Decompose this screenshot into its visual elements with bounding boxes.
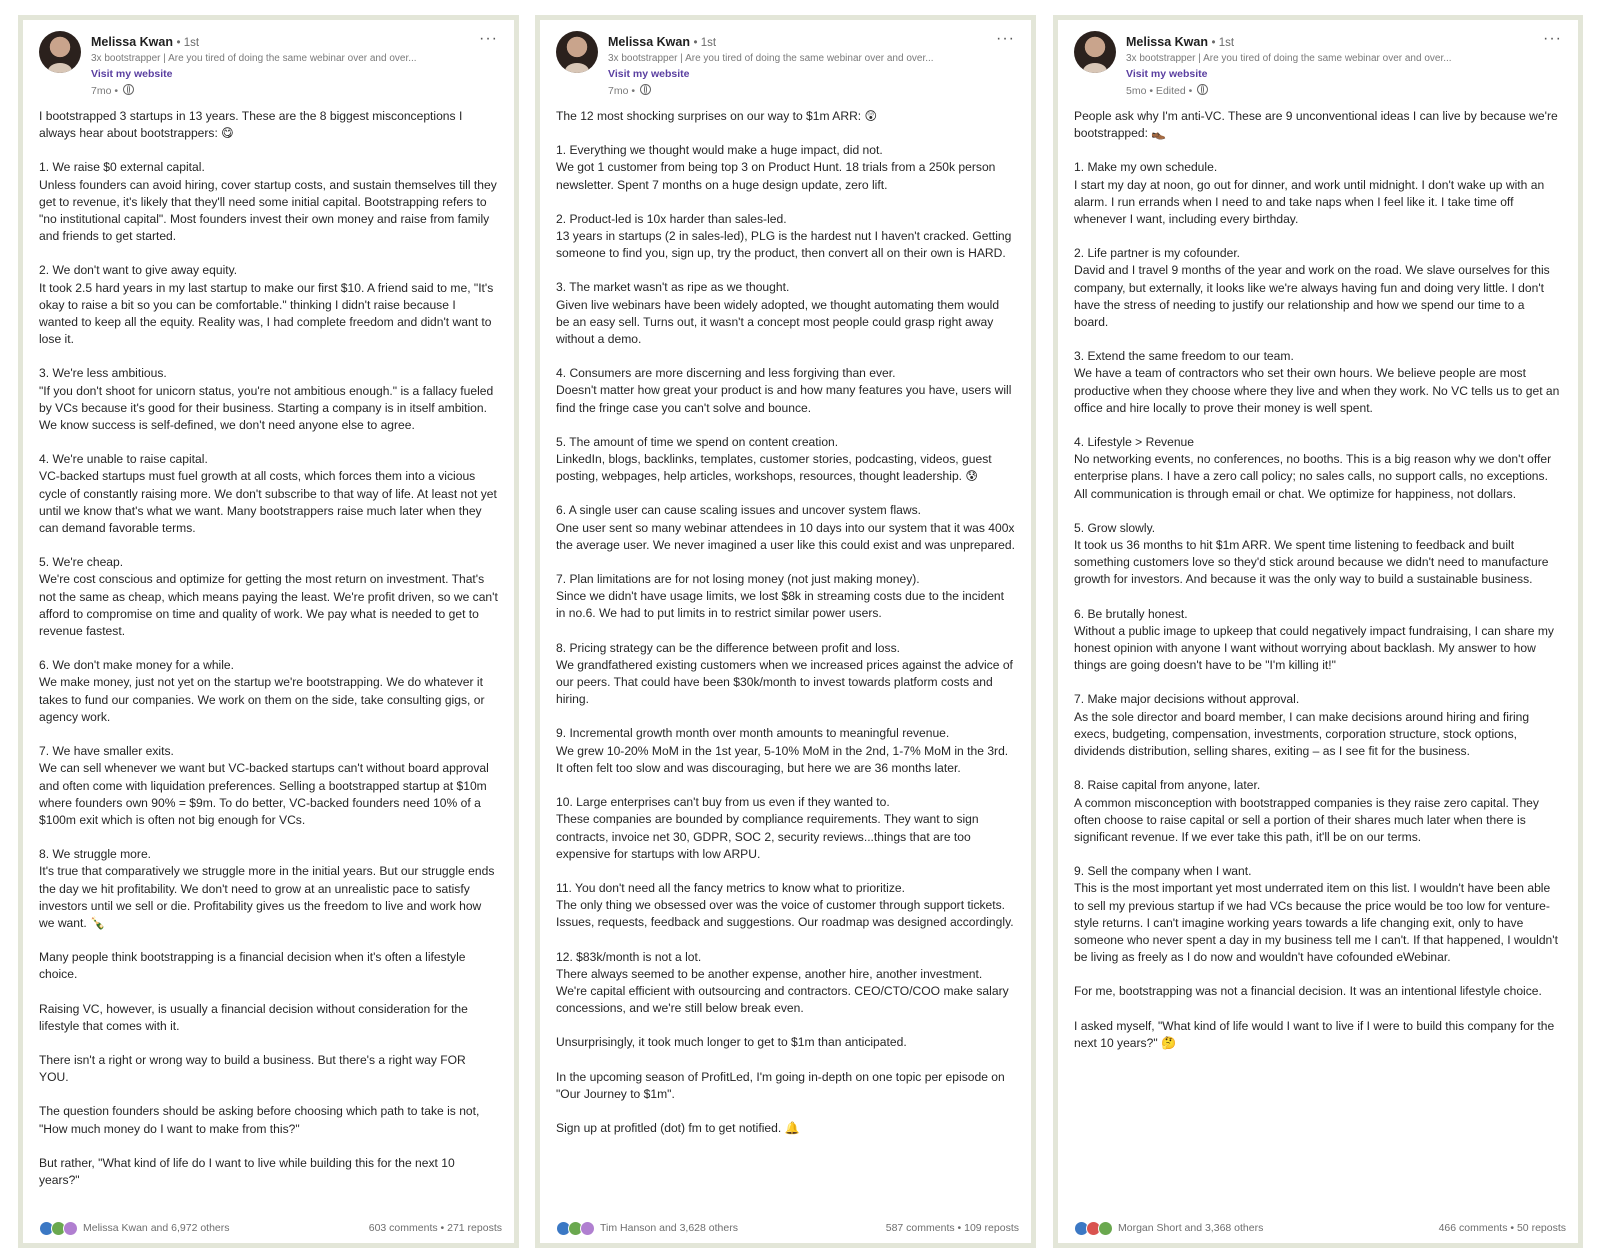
item-text: These companies are bounded by compliance requirements. They want to sign contracts, invoice net 30, GDPR, SOC 2, security reviews...things that are too expensive for startups with low ARPU. [556,812,979,861]
paragraph: But rather, "What kind of life do I want to live while building this for the next 10 years?" [39,1155,455,1187]
list-item [556,640,1015,709]
item-text: We can sell whenever we want but VC-backed startups can't without board approval and often come with liquidation preferences. Selling a bootstrapped startup at $10m where founders own 90% = $9m. To do better, VC-backed founders need 10% of a $100m exit which is often not big enough for VCs. [39,761,489,827]
list-item [556,794,1015,863]
paragraph: I asked myself, "What kind of life would I want to live if I were to build this company for the next 10 years?" 🤔 [1074,1018,1555,1050]
list-item [1074,777,1562,846]
reactions-count[interactable]: Tim Hanson and 3,628 others [600,1222,738,1234]
celebrate-reaction-icon [1098,1221,1113,1236]
author-line [608,35,716,49]
item-text: "If you don't shoot for unicorn status, you're not ambitious enough." is a fallacy fueled by VCs because it's good for their business. Starting a company is in itself ambition. We know success is self-defined, we don't need anyone else to agree. [39,383,494,433]
engagement-stats[interactable]: 587 comments • 109 reposts [885,1222,1019,1234]
list-item [39,657,498,726]
item-title: 8. We struggle more. [39,847,152,862]
list-item [1074,245,1562,331]
list-item [1074,863,1562,966]
list-item [1074,691,1562,760]
linkedin-post [535,15,1036,1248]
item-title: 4. We're unable to raise capital. [39,452,208,467]
item-title: 9. Sell the company when I want. [1074,864,1252,879]
item-text: As the sole director and board member, I can make decisions around hiring and firing execs, budgeting, compensation, investments, corporation structure, stock options, dividends distribution, selling shares, exiting – as I see fit for the business. [1074,709,1530,759]
list-item [556,571,1015,623]
list-item [556,502,1015,554]
item-title: 5. We're cheap. [39,555,124,570]
post-intro: I bootstrapped 3 startups in 13 years. These are the 8 biggest misconceptions I always hear about bootstrappers: 😋 [39,109,463,141]
item-title: 1. Make my own schedule. [1074,160,1218,175]
list-item [39,743,498,829]
item-title: 3. We're less ambitious. [39,366,167,381]
globe-icon [640,84,651,95]
item-title: 5. Grow slowly. [1074,520,1156,535]
list-item [556,725,1015,777]
post-time-text: 7mo • [608,85,636,97]
list-item [556,949,1015,1018]
item-title: 8. Pricing strategy can be the difference between profit and loss. [556,640,900,655]
list-item [1074,348,1562,417]
item-text: Given live webinars have been widely adopted, we thought automating them would be an easy sell. Turns out, it wasn't a concept most people could grasp right away without a demo. [556,297,1000,347]
post-time [1126,84,1208,97]
connection-degree: • 1st [176,37,200,49]
reactions[interactable] [556,1221,738,1236]
post-header [1058,20,1578,108]
list-item [556,365,1015,417]
list-item [556,211,1015,263]
author-line [1126,35,1234,49]
item-title: 11. You don't need all the fancy metrics to know what to prioritize. [556,880,905,895]
item-title: 6. A single user can cause scaling issues and uncover system flaws. [556,503,922,518]
list-item [1074,606,1562,675]
item-text: VC-backed startups must fuel growth at all costs, which forces them into a vicious cycle of constantly raising more. We don't subscribe to that way of life. At least not yet until we know that's what we want. Many bootstrappers raise much later when they can demand favorable terms. [39,469,497,536]
reactions[interactable] [1074,1221,1263,1236]
paragraph: The question founders should be asking before choosing which path to take is not, "How much money do I want to make from this?" [39,1104,480,1136]
list-item [39,451,498,537]
post-footer [39,1219,502,1237]
item-text: I start my day at noon, go out for dinner, and work until midnight. I don't wake up with an alarm. I run errands when I need to and take naps when I feel like it. I take time off whenever I want, including every birthday. [1074,177,1545,227]
item-title: 7. Plan limitations are for not losing money (not just making money). [556,572,920,587]
post-body [23,108,514,1189]
list-item [556,880,1015,932]
reactions-count[interactable]: Melissa Kwan and 6,972 others [83,1222,230,1234]
more-options-icon[interactable]: ··· [479,30,498,47]
post-time-text: 7mo • [91,85,119,97]
item-text: There always seemed to be another expense, another hire, another investment. We're capital efficient with outsourcing and contractors. CEO/CTO/COO make salary concessions, and we're still below break even. [556,966,1009,1016]
item-text: Doesn't matter how great your product is and how many features you have, users will find the fringe case you can't solve and bounce. [556,383,1012,415]
list-item [39,554,498,640]
paragraph: In the upcoming season of ProfitLed, I'm going in-depth on one topic per episode on "Our Journey to $1m". [556,1069,1005,1101]
author-line [91,35,199,49]
linkedin-post [18,15,519,1248]
item-title: 4. Lifestyle > Revenue [1074,435,1195,450]
list-item [39,846,498,932]
item-text: LinkedIn, blogs, backlinks, templates, customer stories, podcasting, videos, guest posting, webpages, help articles, workshops, resources, thought leadership. 😰 [556,452,992,484]
paragraph: Many people think bootstrapping is a financial decision when it's often a lifestyle choice. [39,950,466,982]
item-text: David and I travel 9 months of the year and work on the road. We slave ourselves for this company, but externally, it looks like we're always having fun and doing very little. I don't have the stress of needing to justify our relationship and how we spend our time to a board. [1074,263,1550,330]
list-item [39,262,498,348]
item-text: Without a public image to upkeep that could negatively impact fundraising, I can share my honest opinion with anyone I want without worrying about backlash. My answer to how things are going doesn't have to be "I'm killing it!" [1074,623,1554,673]
list-item [39,159,498,245]
connection-degree: • 1st [1211,37,1235,49]
closing-paragraph [39,1103,498,1137]
closing-paragraph [556,1034,1015,1051]
support-reaction-icon [63,1221,78,1236]
item-text: Since we didn't have usage limits, we lost $8k in streaming costs due to the incident in no.6. We had to put limits in to restrict similar power users. [556,589,1005,621]
item-text: It took us 36 months to hit $1m ARR. We spent time listening to feedback and built something customers love so they'd stick around because we didn't need to manufacture growth for investors. And because it was the only way to build a sustainable business. [1074,538,1549,587]
closing-paragraph [39,1001,498,1035]
closing-paragraph [39,1155,498,1189]
item-title: 10. Large enterprises can't buy from us even if they wanted to. [556,795,890,810]
list-item [556,142,1015,194]
item-title: 12. $83k/month is not a lot. [556,949,702,964]
item-text: Unless founders can avoid hiring, cover startup costs, and sustain themselves till they get to revenue, it's likely that they'll need some initial capital. Bootstrapping refers to "no institutional capital". Most founders invest their own money and raise from family and friends to get started. [39,177,497,244]
avatar[interactable] [1074,31,1116,73]
item-text: We make money, just not yet on the startup we're bootstrapping. We do whatever it takes to fund our companies. We work on them on the side, take consulting gigs, or agency work. [39,675,485,724]
post-time-text: 5mo • Edited • [1126,85,1193,97]
closing-paragraph [1074,983,1562,1000]
reactions[interactable] [39,1221,230,1236]
item-text: The only thing we obsessed over was the voice of customer through support tickets. Issues, requests, feedback and suggestions. Our roadmap was designed accordingly. [556,898,1014,930]
paragraph: For me, bootstrapping was not a financial decision. It was an intentional lifestyle choice. [1074,984,1542,999]
item-text: A common misconception with bootstrapped companies is they raise zero capital. They often choose to raise capital or sell a portion of their shares much later when there is significant revenue. If we ever take this path, it'll be on our terms. [1074,795,1539,844]
item-title: 8. Raise capital from anyone, later. [1074,778,1261,793]
author-name[interactable]: Melissa Kwan [608,35,690,49]
item-text: This is the most important yet most underrated item on this list. I wouldn't have been able to sell my previous startup if we had VCs because the price would be too low for venture-style returns. I can't imagine working years towards a life changing exit, only to have someone who never spent a day in my business tell me I can't. If that happened, I wouldn't be living as freely as I do now and wouldn't have cofounded eWebinar. [1074,881,1558,965]
post-body [1058,108,1578,1052]
list-item [1074,434,1562,503]
globe-icon [123,84,134,95]
item-text: We got 1 customer from being top 3 on Product Hunt. 18 trials from a 250k person newsletter. Spent 7 months on a huge design update, zero lift. [556,160,996,192]
item-text: We're cost conscious and optimize for getting the most return on investment. That's not the same as cheap, which means paying the least. We're profit driven, so we can't afford to compromise on time and quality of work. We pay what is needed to get to revenue fastest. [39,572,498,639]
post-time [608,84,651,97]
reactions-count[interactable]: Morgan Short and 3,368 others [1118,1222,1264,1234]
post-footer [1074,1219,1566,1237]
item-title: 2. Product-led is 10x harder than sales-led. [556,211,787,226]
author-name[interactable]: Melissa Kwan [1126,35,1208,49]
item-text: 13 years in startups (2 in sales-led), PLG is the hardest nut I haven't cracked. Getting someone to find you, sign up, try the product, then convert all on their own is HARD. [556,229,1012,261]
author-headline: 3x bootstrapper | Are you tired of doing the same webinar over and over... [1126,53,1452,64]
paragraph: There isn't a right or wrong way to build a business. But there's a right way FOR YOU. [39,1052,466,1085]
post-intro: The 12 most shocking surprises on our way to $1m ARR: 😲 [556,109,878,123]
closing-paragraph [1074,1018,1562,1052]
item-title: 4. Consumers are more discerning and less forgiving than ever. [556,366,896,381]
avatar[interactable] [556,31,598,73]
item-title: 3. Extend the same freedom to our team. [1074,349,1294,364]
paragraph: Sign up at profitled (dot) fm to get notified. 🔔 [556,1120,800,1135]
item-title: 6. Be brutally honest. [1074,606,1188,621]
item-title: 7. We have smaller exits. [39,744,174,759]
paragraph: Unsurprisingly, it took much longer to get to $1m than anticipated. [556,1035,907,1050]
item-text: We grandfathered existing customers when we increased prices against the advice of our peers. That could have been $30k/month to invest towards platform costs and hiring. [556,657,1013,707]
list-item [39,365,498,434]
post-intro: People ask why I'm anti-VC. These are 9 unconventional ideas I can live by because we're bootstrapped: 👞 [1074,109,1558,141]
author-name[interactable]: Melissa Kwan [91,35,173,49]
closing-paragraph [39,1052,498,1086]
list-item [1074,520,1562,589]
list-item [1074,159,1562,228]
closing-paragraph [556,1120,1015,1137]
item-title: 3. The market wasn't as ripe as we thought. [556,280,790,295]
post-header [23,20,514,108]
paragraph: Raising VC, however, is usually a financial decision without consideration for the lifestyle that comes with it. [39,1001,468,1033]
item-title: 2. Life partner is my cofounder. [1074,246,1241,261]
avatar[interactable] [39,31,81,73]
item-text: One user sent so many webinar attendees in 10 days into our system that it was 400x the average user. We never imagined a user like this could exist and was unprepared. [556,520,1015,552]
item-text: We grew 10-20% MoM in the 1st year, 5-10% MoM in the 2nd, 1-7% MoM in the 3rd. It often felt too slow and was discouraging, but here we are 36 months later. [556,743,1009,775]
author-headline: 3x bootstrapper | Are you tired of doing the same webinar over and over... [91,53,417,64]
item-text: We have a team of contractors who set their own hours. We believe people are most productive when they choose where they live and when they work. No VC tells us to get an office and hire locally to prove their money is well spent. [1074,366,1560,415]
item-title: 9. Incremental growth month over month amounts to meaningful revenue. [556,726,950,741]
more-options-icon[interactable]: ··· [996,30,1015,47]
author-headline: 3x bootstrapper | Are you tired of doing the same webinar over and over... [608,53,934,64]
engagement-stats[interactable]: 466 comments • 50 reposts [1438,1222,1566,1234]
post-body [540,108,1031,1137]
item-text: No networking events, no conferences, no booths. This is a big reason why we don't offer enterprise plans. I have a zero call policy; no sales calls, no support calls, no exceptions. All communication is through email or chat. We optimize for happiness, not dollars. [1074,452,1552,501]
linkedin-post [1053,15,1583,1248]
closing-paragraph [39,949,498,983]
visit-website-link[interactable]: Visit my website [91,68,173,80]
closing-paragraph [556,1069,1015,1103]
post-time [91,84,134,97]
globe-icon [1197,84,1208,95]
more-options-icon[interactable]: ··· [1543,30,1562,47]
item-text: It took 2.5 hard years in my last startup to make our first $10. A friend said to me, "It's okay to raise a bit so you can be comfortable." thinking I didn't raise because I wanted to keep all the equity. Reality was, I had complete freedom and didn't want to lose it. [39,280,494,347]
list-item [556,434,1015,486]
item-text: It's true that comparatively we struggle more in the initial years. But our struggle ends the day we hit profitability. We don't need to grow at an unrealistic pace to satisfy investors until we sell or die. Profitability gives us the freedom to live and work how we want. 🍾 [39,864,495,930]
support-reaction-icon [580,1221,595,1236]
post-header [540,20,1031,108]
engagement-stats[interactable]: 603 comments • 271 reposts [368,1222,502,1234]
post-footer [556,1219,1019,1237]
item-title: 7. Make major decisions without approval. [1074,692,1300,707]
item-title: 1. Everything we thought would make a huge impact, did not. [556,143,883,158]
connection-degree: • 1st [693,37,717,49]
item-title: 2. We don't want to give away equity. [39,263,238,278]
item-title: 1. We raise $0 external capital. [39,160,205,175]
visit-website-link[interactable]: Visit my website [1126,68,1208,80]
item-title: 5. The amount of time we spend on content creation. [556,434,839,449]
visit-website-link[interactable]: Visit my website [608,68,690,80]
item-title: 6. We don't make money for a while. [39,658,235,673]
list-item [556,279,1015,348]
